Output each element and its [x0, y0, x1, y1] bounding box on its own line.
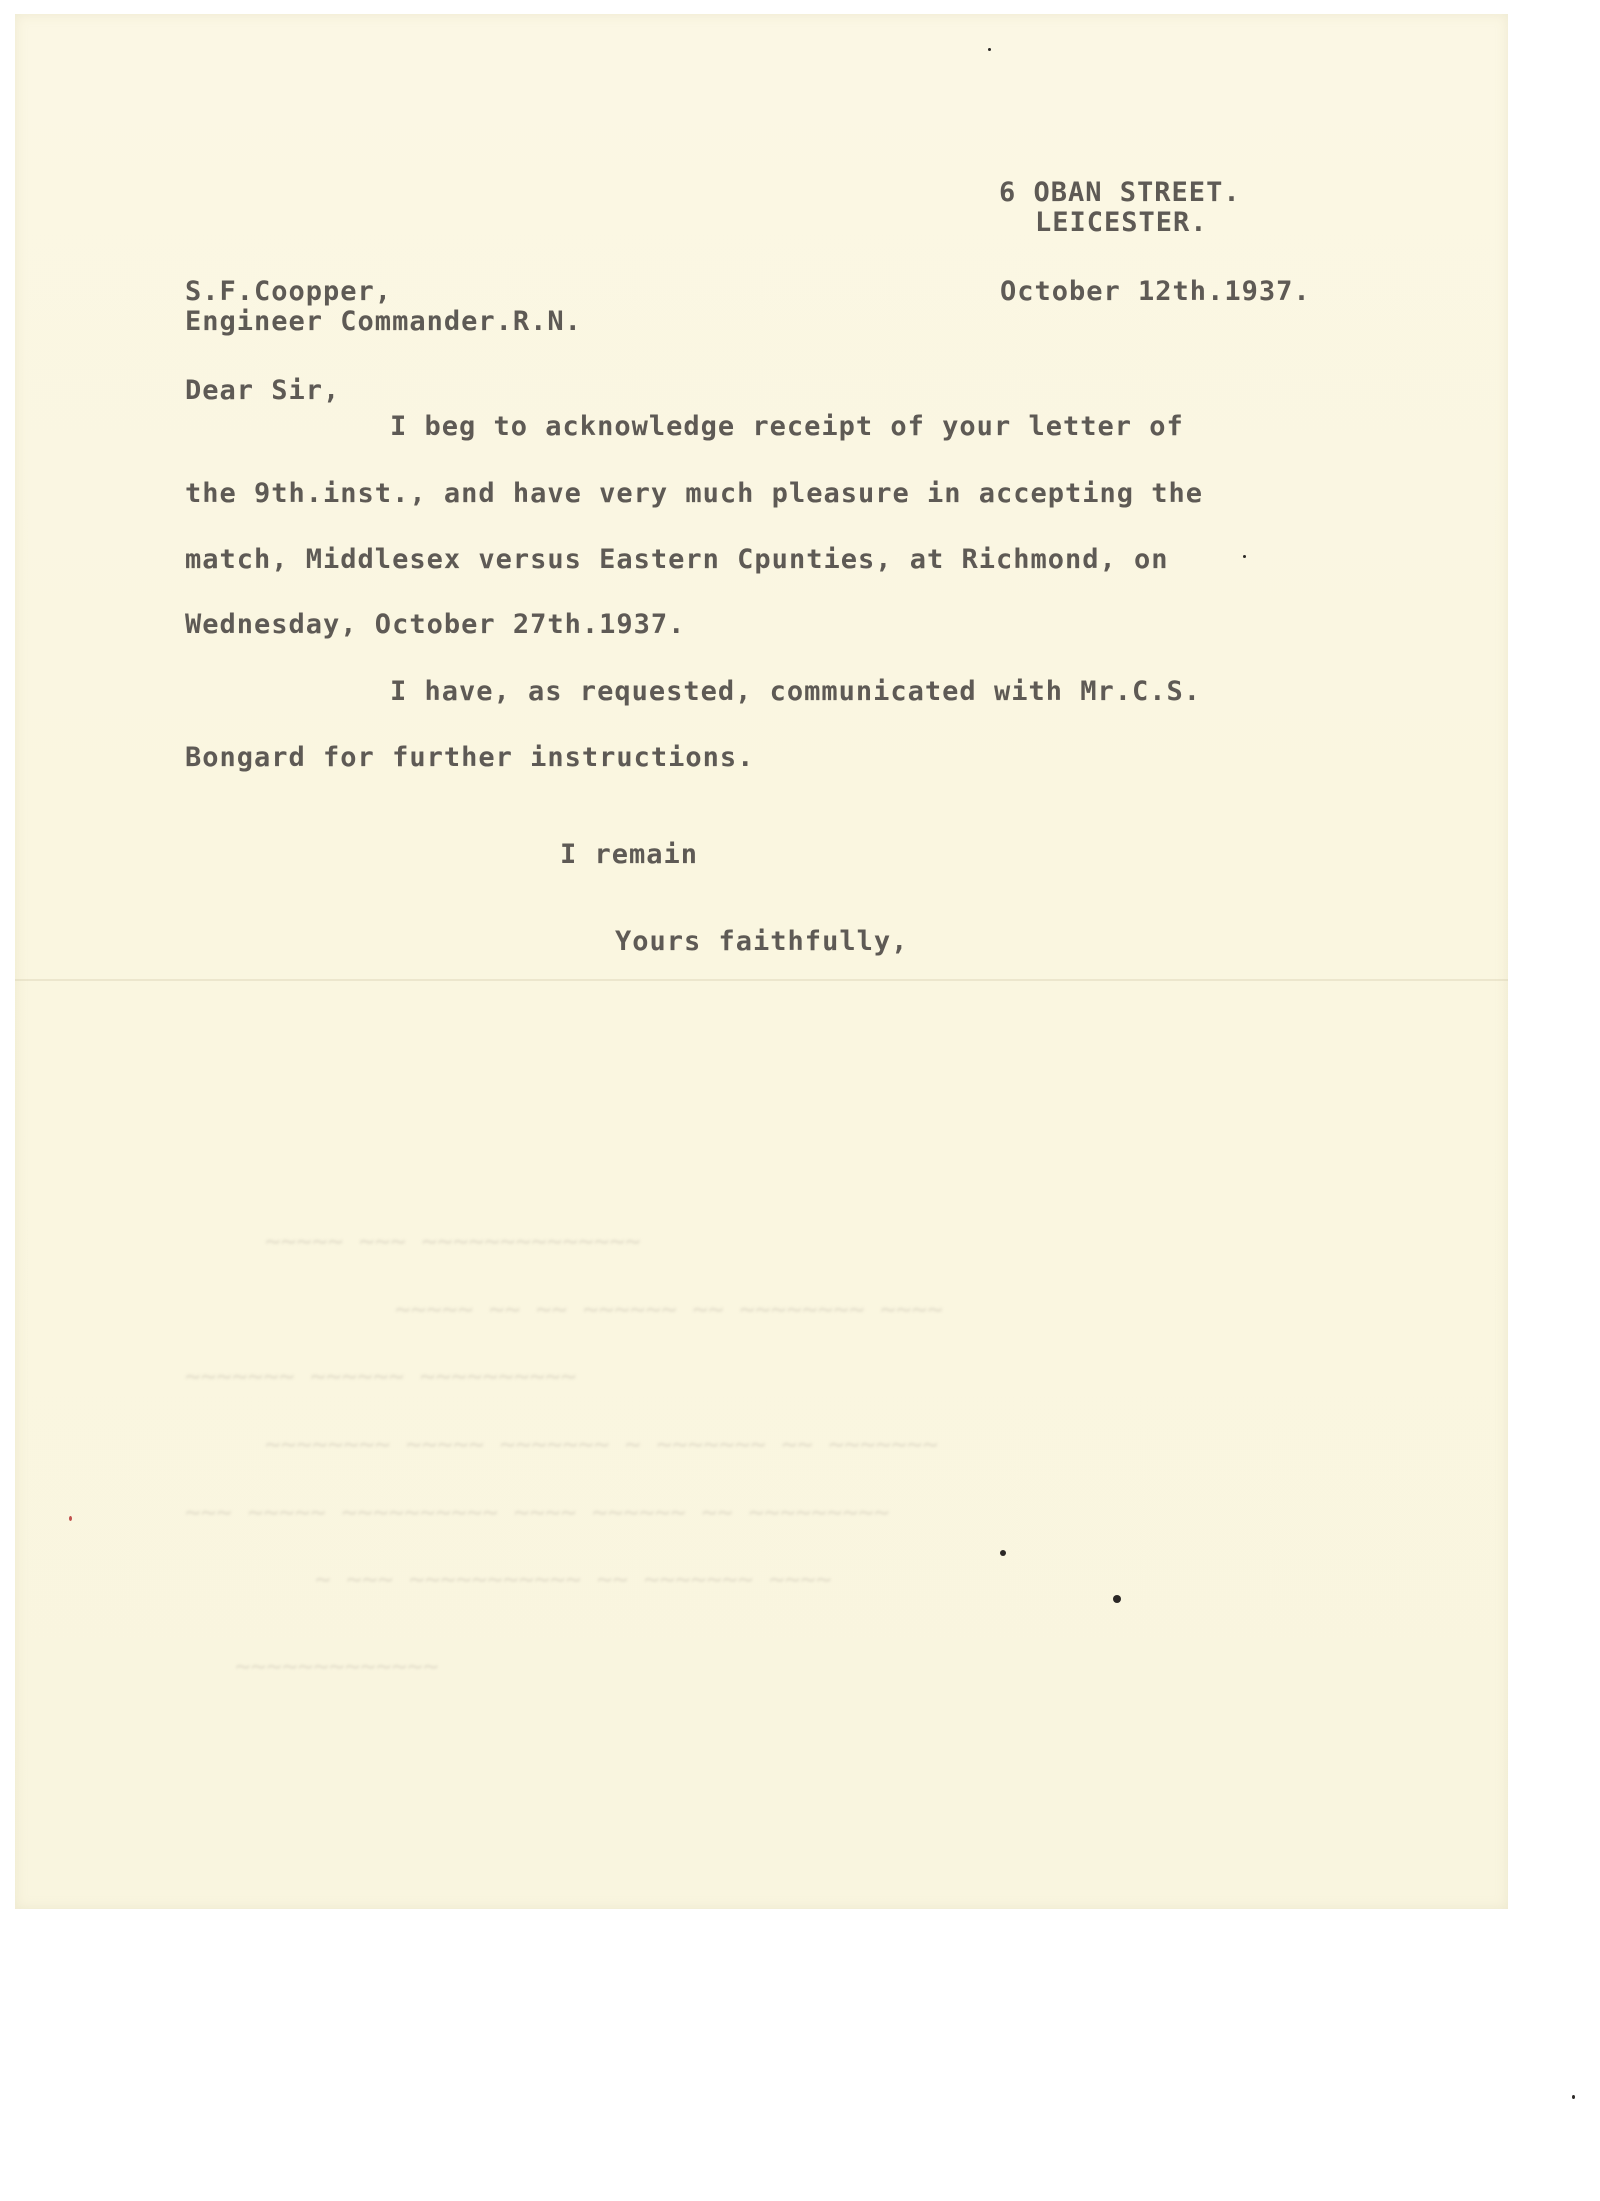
show-through-text: ~~~ ~~~~~ ~~~~~~~~~~ ~~~~ ~~~~~~ ~~ ~~~~~~~~~ — [185, 1498, 890, 1528]
show-through-text: ~~~~~~~~ ~~~~~ ~~~~~~~ ~ ~~~~~~~ ~~ ~~~~~~~ — [265, 1430, 939, 1460]
closing-remain: I remain — [560, 839, 699, 870]
ink-speck — [1572, 2095, 1575, 2099]
ink-speck — [69, 1516, 72, 1521]
ink-speck — [1243, 555, 1246, 558]
body-line: match, Middlesex versus Eastern Cpunties, at Richmond, on — [185, 544, 1169, 575]
closing-signoff: Yours faithfully, — [615, 926, 909, 957]
ink-speck — [1000, 1550, 1006, 1556]
letter-date: October 12th.1937. — [1000, 276, 1311, 307]
show-through-text: ~ ~~~ ~~~~~~~~~~~ ~~ ~~~~~~~ ~~~~ — [315, 1565, 832, 1595]
paper-fold-line — [15, 979, 1508, 981]
ink-speck — [1113, 1595, 1121, 1603]
body-line: I have, as requested, communicated with Mr.C.S. — [390, 676, 1202, 707]
sender-address-street: 6 OBAN STREET. — [999, 177, 1241, 208]
show-through-text: ~~~~~ ~~~ ~~~~~~~~~~~~~~ — [265, 1227, 641, 1257]
body-line: Bongard for further instructions. — [185, 742, 755, 773]
ink-speck — [988, 48, 991, 51]
recipient-name: S.F.Coopper, — [185, 276, 393, 307]
sender-address-city: LEICESTER. — [1035, 207, 1208, 238]
show-through-text: ~~~~~~~~~~~~~ — [235, 1652, 439, 1682]
recipient-title: Engineer Commander.R.N. — [185, 306, 582, 337]
body-line: Wednesday, October 27th.1937. — [185, 609, 686, 640]
show-through-text: ~~~~~ ~~ ~~ ~~~~~~ ~~ ~~~~~~~~ ~~~~ — [395, 1295, 943, 1325]
body-line: I beg to acknowledge receipt of your letter of — [390, 411, 1184, 442]
body-line: the 9th.inst., and have very much pleasure in accepting the — [185, 478, 1204, 509]
letter-sheet — [15, 14, 1508, 1909]
salutation: Dear Sir, — [185, 375, 341, 406]
show-through-text: ~~~~~~~ ~~~~~~ ~~~~~~~~~~ — [185, 1362, 577, 1392]
